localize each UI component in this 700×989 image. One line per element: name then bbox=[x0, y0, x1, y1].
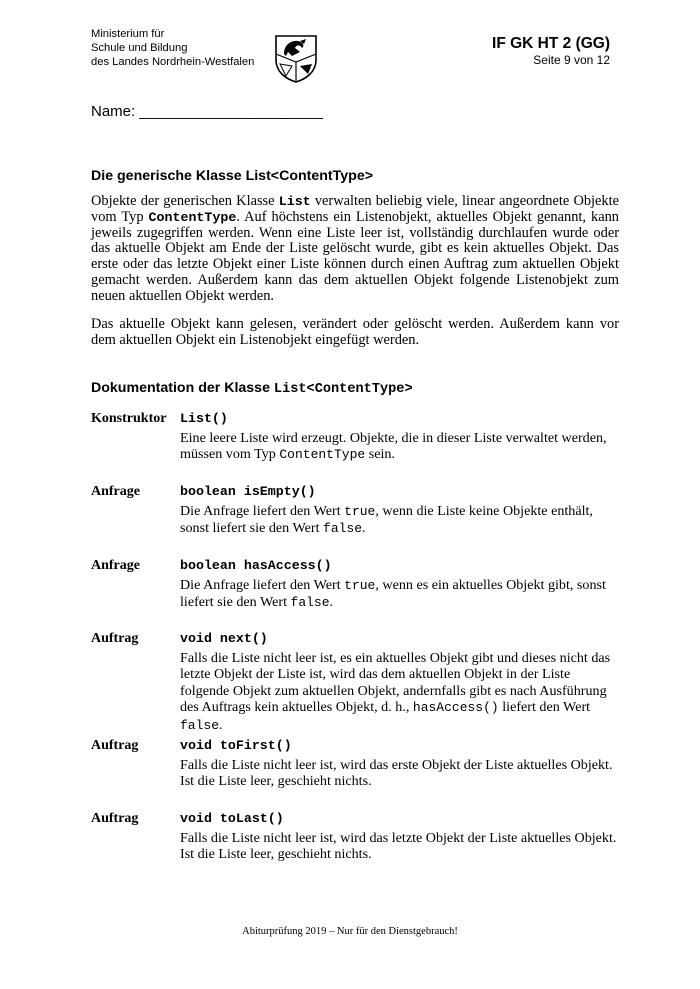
desc-text: liefert den Wert bbox=[498, 699, 591, 716]
document-id bbox=[492, 34, 610, 67]
entry-description bbox=[180, 577, 618, 612]
current-object-text: Das aktuelle Objekt kann gelesen, verändert oder gelöscht werden. Außerdem kann vor dem aktuellen Objekt ein Listenobjekt eingefügt werden. bbox=[91, 316, 619, 348]
entry-kind: Auftrag bbox=[91, 811, 139, 826]
entry-kind: Auftrag bbox=[91, 738, 139, 753]
entry-signature: boolean hasAccess() bbox=[180, 558, 332, 573]
entry-signature: void next() bbox=[180, 631, 268, 646]
page-number: Seite 9 von 12 bbox=[533, 53, 610, 67]
intro-text-a: Objekte der generischen Klasse bbox=[91, 193, 279, 209]
intro-paragraph bbox=[91, 194, 619, 305]
ministry-name bbox=[91, 27, 254, 69]
entry-signature: boolean isEmpty() bbox=[180, 484, 316, 499]
name-field[interactable]: Name: ______________________ bbox=[91, 103, 323, 120]
entry-kind: Konstruktor bbox=[91, 411, 167, 426]
entry-description bbox=[180, 650, 618, 734]
entry-kind: Anfrage bbox=[91, 558, 140, 573]
entry-description: Falls die Liste nicht leer ist, wird das letzte Objekt der Liste aktuelles Objekt. Ist die Liste leer, geschieht nichts. bbox=[180, 830, 617, 863]
desc-code: false bbox=[290, 595, 330, 611]
intro-code-contenttype: ContentType bbox=[148, 209, 237, 225]
desc-code: false bbox=[180, 717, 220, 733]
entry-signature: void toFirst() bbox=[180, 738, 292, 753]
entry-description bbox=[180, 430, 618, 464]
desc-code: hasAccess() bbox=[412, 700, 499, 716]
entry-description: Falls die Liste nicht leer ist, wird das erste Objekt der Liste aktuelles Objekt. Ist die Liste leer, geschieht nichts. bbox=[180, 757, 613, 790]
desc-text: Eine leere Liste wird erzeugt. Objekte, die in dieser Liste verwaltet werden, müssen vom Typ bbox=[180, 430, 607, 463]
desc-text: Die Anfrage liefert den Wert bbox=[180, 503, 345, 519]
desc-text: . bbox=[329, 594, 334, 611]
desc-code: true bbox=[344, 504, 376, 519]
ministry-line-3: des Landes Nordrhein-Westfalen bbox=[91, 56, 255, 68]
entry-description bbox=[180, 503, 618, 538]
desc-text: Die Anfrage liefert den Wert bbox=[180, 577, 345, 593]
entry-kind: Anfrage bbox=[91, 484, 140, 499]
desc-text: , wenn die Liste keine Objekte enthält, sonst liefert sie den Wert bbox=[180, 503, 593, 537]
section-heading-generic-class: Die generische Klasse List<ContentType> bbox=[91, 168, 374, 184]
current-object-paragraph bbox=[91, 317, 619, 349]
desc-text: , wenn es ein aktuelles Objekt gibt, sonst liefert sie den Wert bbox=[180, 577, 606, 611]
desc-code: ContentType bbox=[279, 447, 366, 463]
entry-signature: void toLast() bbox=[180, 811, 284, 826]
desc-text: . bbox=[362, 520, 366, 537]
doc-code: IF GK HT 2 (GG) bbox=[492, 35, 610, 52]
ministry-line-2: Schule und Bildung bbox=[91, 42, 188, 54]
ministry-line-1: Ministerium für bbox=[91, 28, 165, 40]
intro-text-c: . Auf höchstens ein Listenobjekt, aktuelles Objekt genannt, kann jeweils zugegriffen werden. Wenn eine Liste leer ist, vollständig durchlaufen wurde oder das aktuelle Objekt am Ende der Liste gelöscht wurde, gibt es kein aktuelles Objekt. Das erste oder das letzte Objekt einer Liste können durch einen Auftrag zum aktuellen Objekt gemacht werden. Außerdem kann das dem aktuellen Objekt folgende Listenobjekt zum neuen aktuellen Objekt werden. bbox=[91, 208, 619, 304]
desc-code: false bbox=[323, 521, 363, 537]
footer-notice: Abiturprüfung 2019 – Nur für den Dienstgebrauch! bbox=[242, 926, 458, 937]
doc-heading-code: List<ContentType> bbox=[273, 382, 413, 397]
desc-text: Falls die Liste nicht leer ist, es ein aktuelles Objekt gibt und dieses nicht das letzte Objekt der Liste ist, wird das dem aktuellen Objekt in der Liste folgende Objekt zum aktuellen Objekt, andernfalls gibt es nach Ausführung des Auftrags kein aktuelles Objekt, d. h., bbox=[180, 650, 611, 716]
section-heading-documentation bbox=[91, 380, 413, 397]
intro-code-list: List bbox=[278, 194, 311, 209]
desc-code: true bbox=[344, 578, 376, 593]
desc-text: sein. bbox=[365, 446, 395, 463]
doc-heading-text: Dokumentation der Klasse bbox=[91, 380, 274, 396]
entry-signature: List() bbox=[180, 411, 228, 426]
entry-kind: Auftrag bbox=[91, 631, 139, 646]
intro-text-b: verwalten beliebig viele, linear angeordnete Objekte vom Typ bbox=[91, 193, 620, 225]
desc-text: . bbox=[219, 716, 223, 733]
nrw-coat-of-arms-icon bbox=[272, 32, 320, 84]
